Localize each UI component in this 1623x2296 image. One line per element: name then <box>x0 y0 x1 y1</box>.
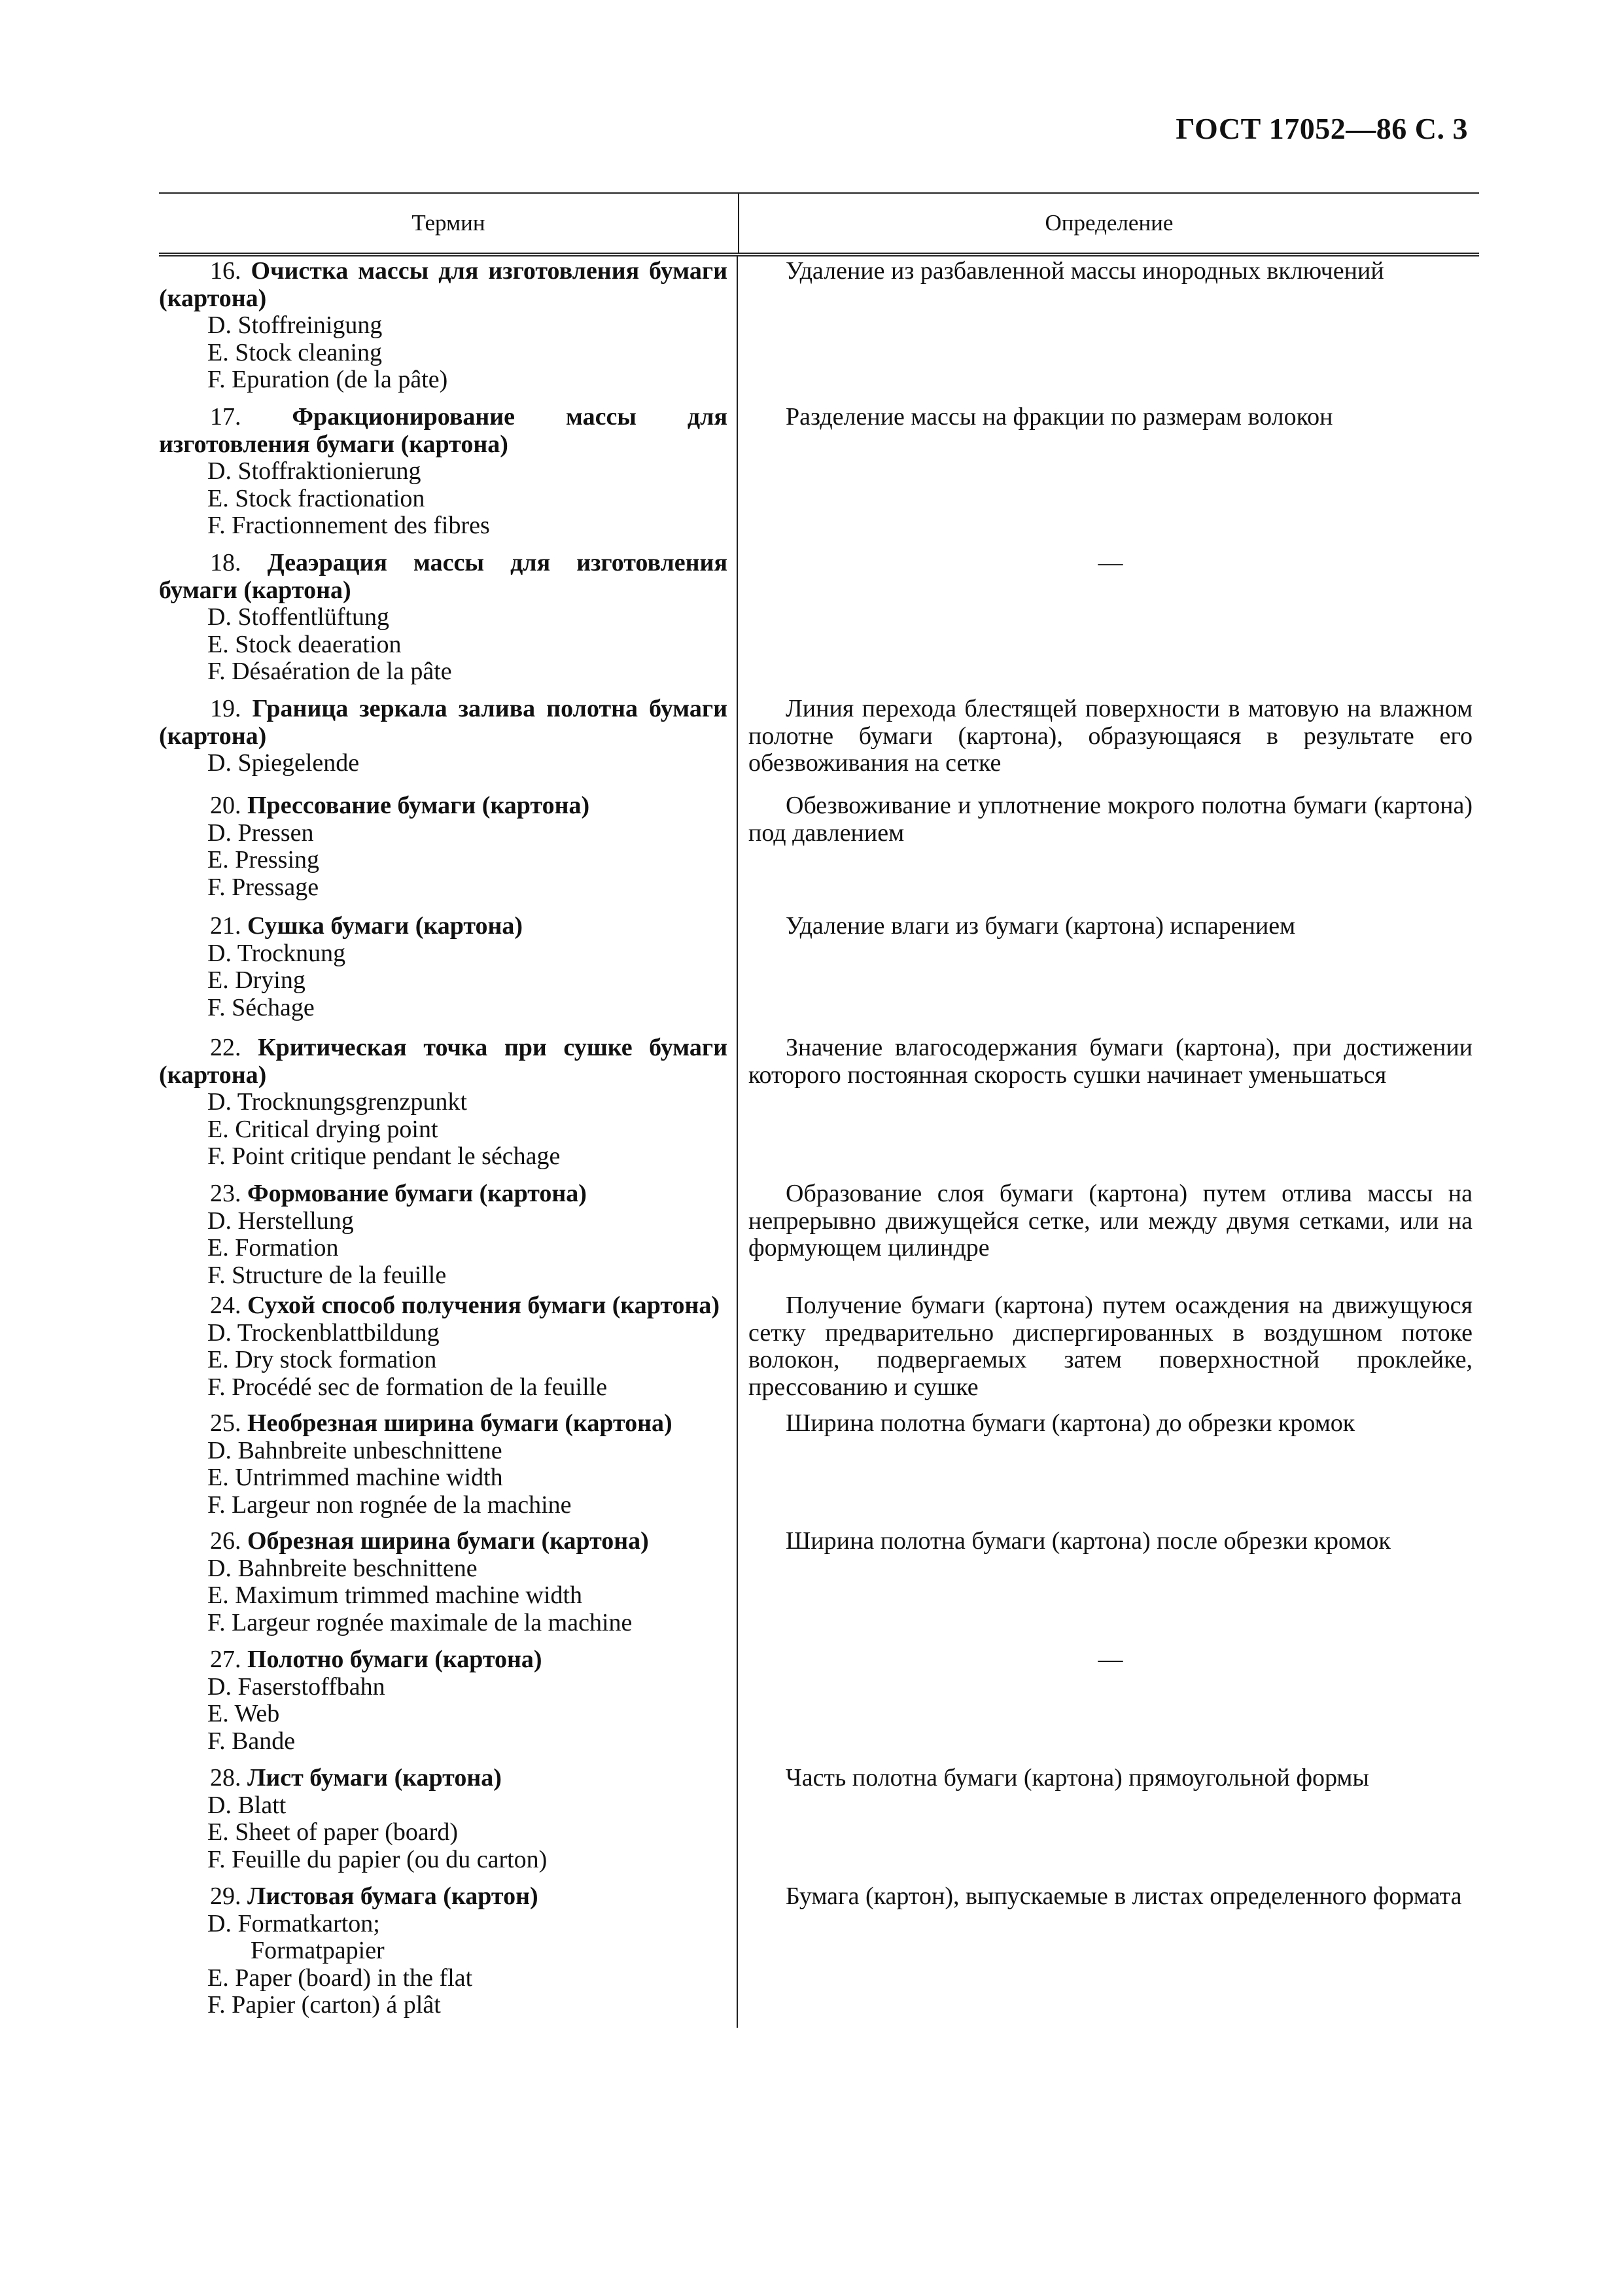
term-cell <box>159 1527 738 1645</box>
term-title <box>159 258 727 312</box>
table-row <box>159 1033 1479 1179</box>
table-row <box>159 694 1479 791</box>
foreign-equivalent: F. Papier (carton) á plât <box>207 1991 441 2019</box>
foreign-equivalent: E. Formation <box>207 1234 339 1262</box>
term-title <box>159 550 727 604</box>
table-row <box>159 791 1479 911</box>
term-number: 23. <box>210 1180 241 1207</box>
foreign-equivalent: D. Stoffreinigung <box>207 311 383 339</box>
term-cell <box>159 694 738 791</box>
term-cell <box>159 402 738 548</box>
term-title <box>159 1292 727 1320</box>
term-cell <box>159 1033 738 1179</box>
term-title <box>159 1180 727 1208</box>
table-row <box>159 911 1479 1033</box>
term-number: 28. <box>210 1764 241 1792</box>
definition-text: Ширина полотна бумаги (картона) до обрезки кромок <box>786 1409 1355 1437</box>
term-name: Очистка массы для изготовления бумаги (картона) <box>159 257 727 312</box>
term-number: 26. <box>210 1527 241 1555</box>
term-cell <box>159 1763 738 1882</box>
page-header: ГОСТ 17052—86 С. 3 <box>1176 112 1468 145</box>
term-title <box>159 404 727 458</box>
definition-text: Обезвоживание и уплотнение мокрого полотна бумаги (картона) под давлением <box>748 792 1473 847</box>
foreign-equivalent: E. Pressing <box>207 846 319 874</box>
term-number: 16. <box>210 257 241 285</box>
foreign-equivalent: F. Bande <box>207 1727 296 1755</box>
foreign-equivalent: F. Largeur non rognée de la machine <box>207 1491 572 1519</box>
foreign-equivalent: F. Séchage <box>207 993 315 1021</box>
column-header-definition: Определение <box>1045 210 1174 236</box>
term-cell <box>159 791 738 911</box>
foreign-equivalent: D. Bahnbreite beschnittene <box>207 1554 478 1582</box>
foreign-equivalent: D. Spiegelende <box>207 749 360 777</box>
term-name: Обрезная ширина бумаги (картона) <box>247 1527 649 1555</box>
foreign-equivalent: E. Sheet of paper (board) <box>207 1818 459 1846</box>
term-name: Прессование бумаги (картона) <box>247 792 590 819</box>
foreign-equivalent: F. Largeur rognée maximale de la machine <box>207 1608 633 1636</box>
foreign-equivalent: E. Stock deaeration <box>207 630 402 658</box>
definition-cell <box>738 1882 1479 2028</box>
term-name: Полотно бумаги (картона) <box>247 1646 542 1673</box>
foreign-equivalent: E. Untrimmed machine width <box>207 1464 503 1491</box>
foreign-equivalent: F. Désaération de la pâte <box>207 658 452 685</box>
definition-text: Бумага (картон), выпускаемые в листах определенного формата <box>786 1882 1462 1910</box>
foreign-equivalent: F. Epuration (de la pâte) <box>207 366 448 393</box>
table-row <box>159 1179 1479 1291</box>
foreign-equivalent: D. Trocknung <box>207 939 346 967</box>
definition-text: Образование слоя бумаги (картона) путем отлива массы на непрерывно движущейся сетке, или между двумя сетками, или на формующем цилиндре <box>748 1180 1473 1262</box>
term-name: Фракционирование массы для изготовления бумаги (картона) <box>159 403 727 458</box>
term-cell <box>159 1409 738 1527</box>
term-cell <box>159 548 738 694</box>
foreign-equivalent: D. Faserstoffbahn <box>207 1672 385 1701</box>
term-name: Сушка бумаги (картона) <box>247 912 523 940</box>
term-cell <box>159 256 738 402</box>
definition-cell <box>738 1291 1479 1409</box>
term-number: 24. <box>210 1292 241 1319</box>
term-name: Листовая бумага (картон) <box>247 1882 538 1910</box>
term-cell <box>159 1645 738 1763</box>
definition-text: Часть полотна бумаги (картона) прямоугольной формы <box>786 1764 1369 1792</box>
table-row <box>159 1882 1479 2028</box>
definition-text: Линия перехода блестящей поверхности в матовую на влажном полотне бумаги (картона), образующаяся в результате его обезвоживания на сетке <box>748 695 1473 777</box>
term-title <box>159 1765 727 1792</box>
term-title <box>159 696 727 750</box>
foreign-equivalent: F. Point critique pendant le séchage <box>207 1142 561 1170</box>
foreign-equivalent: E. Stock cleaning <box>207 338 382 366</box>
table-row <box>159 1763 1479 1882</box>
term-cell <box>159 1291 738 1409</box>
foreign-equivalent: D. Stoffraktionierung <box>207 457 421 485</box>
term-number: 27. <box>210 1646 241 1673</box>
term-cell <box>159 911 738 1033</box>
table-row <box>159 1291 1479 1409</box>
term-name: Необрезная ширина бумаги (картона) <box>247 1409 672 1437</box>
table-row <box>159 402 1479 548</box>
term-number: 22. <box>210 1034 241 1061</box>
column-header-term: Термин <box>159 194 739 253</box>
term-name: Деаэрация массы для изготовления бумаги (картона) <box>159 549 727 604</box>
definition-text: Удаление из разбавленной массы инородных включений <box>786 257 1384 285</box>
foreign-equivalent: E. Paper (board) in the flat <box>207 1964 473 1992</box>
definition-cell <box>738 1179 1479 1291</box>
term-name: Сухой способ получения бумаги (картона) <box>247 1292 720 1319</box>
foreign-equivalent: D. Trockenblattbildung <box>207 1318 440 1347</box>
term-title <box>159 792 727 820</box>
foreign-equivalent: E. Maximum trimmed machine width <box>207 1581 583 1609</box>
definition-cell <box>738 911 1479 1033</box>
definition-cell <box>738 1527 1479 1645</box>
table-row <box>159 256 1479 402</box>
foreign-equivalent: D. Bahnbreite unbeschnittene <box>207 1436 502 1464</box>
term-name: Критическая точка при сушке бумаги (картона) <box>159 1034 728 1089</box>
term-name: Лист бумаги (картона) <box>247 1764 502 1792</box>
definition-text: — <box>1098 1646 1123 1673</box>
foreign-equivalent: E. Web <box>207 1700 280 1727</box>
foreign-equivalent: F. Structure de la feuille <box>207 1261 447 1289</box>
term-name: Формование бумаги (картона) <box>247 1180 587 1207</box>
term-number: 18. <box>210 549 241 576</box>
term-number: 21. <box>210 912 241 940</box>
foreign-equivalent: E. Dry stock formation <box>207 1346 437 1373</box>
foreign-equivalent: D. Pressen <box>207 819 314 847</box>
table-row <box>159 1409 1479 1527</box>
foreign-equivalent: D. Herstellung <box>207 1207 354 1235</box>
foreign-equivalent: Formatpapier <box>251 1937 385 1964</box>
term-title <box>159 1646 727 1674</box>
terms-table <box>159 192 1479 2028</box>
term-number: 20. <box>210 792 241 819</box>
table-row <box>159 1645 1479 1763</box>
definition-cell <box>738 694 1479 791</box>
term-title <box>159 1034 727 1089</box>
table-row <box>159 548 1479 694</box>
foreign-equivalent: E. Stock fractionation <box>207 484 425 512</box>
definition-text: Удаление влаги из бумаги (картона) испарением <box>786 912 1296 940</box>
foreign-equivalent: F. Procédé sec de formation de la feuille <box>207 1373 608 1401</box>
term-number: 29. <box>210 1882 241 1910</box>
foreign-equivalent: D. Trocknungsgrenzpunkt <box>207 1088 467 1116</box>
foreign-equivalent: F. Feuille du papier (ou du carton) <box>207 1845 548 1873</box>
term-cell <box>159 1179 738 1291</box>
definition-cell <box>738 791 1479 911</box>
term-title <box>159 1528 727 1555</box>
definition-cell <box>738 548 1479 694</box>
foreign-equivalent: E. Drying <box>207 966 305 994</box>
term-title <box>159 1410 727 1438</box>
definition-cell <box>738 1409 1479 1527</box>
term-number: 25. <box>210 1409 241 1437</box>
definition-text: Разделение массы на фракции по размерам волокон <box>786 403 1333 431</box>
term-title <box>159 913 727 940</box>
table-body <box>159 256 1479 2028</box>
foreign-equivalent: E. Critical drying point <box>207 1115 438 1143</box>
table-header <box>159 192 1479 256</box>
definition-cell <box>738 256 1479 402</box>
definition-cell <box>738 1763 1479 1882</box>
term-number: 19. <box>210 695 241 722</box>
definition-cell <box>738 1645 1479 1763</box>
definition-cell <box>738 402 1479 548</box>
definition-text: Значение влагосодержания бумаги (картона), при достижении которого постоянная скорость сушки начинает уменьшаться <box>748 1034 1473 1089</box>
table-row <box>159 1527 1479 1645</box>
definition-text: Получение бумаги (картона) путем осаждения на движущуюся сетку предварительно диспергированных в воздушном потоке волокон, подвергаемых затем поверхностной проклейке, прессованию и сушке <box>748 1292 1473 1401</box>
foreign-equivalent: F. Fractionnement des fibres <box>207 512 490 539</box>
term-number: 17. <box>210 403 241 431</box>
foreign-equivalent: D. Formatkarton; <box>207 1909 380 1937</box>
foreign-equivalent: D. Stoffentlüftung <box>207 603 389 631</box>
definition-text: — <box>1098 549 1123 576</box>
term-name: Граница зеркала залива полотна бумаги (картона) <box>159 695 727 750</box>
foreign-equivalent: F. Pressage <box>207 873 319 901</box>
term-title <box>159 1883 727 1911</box>
definition-cell <box>738 1033 1479 1179</box>
definition-text: Ширина полотна бумаги (картона) после обрезки кромок <box>786 1527 1391 1555</box>
term-cell <box>159 1882 738 2028</box>
foreign-equivalent: D. Blatt <box>207 1791 287 1819</box>
